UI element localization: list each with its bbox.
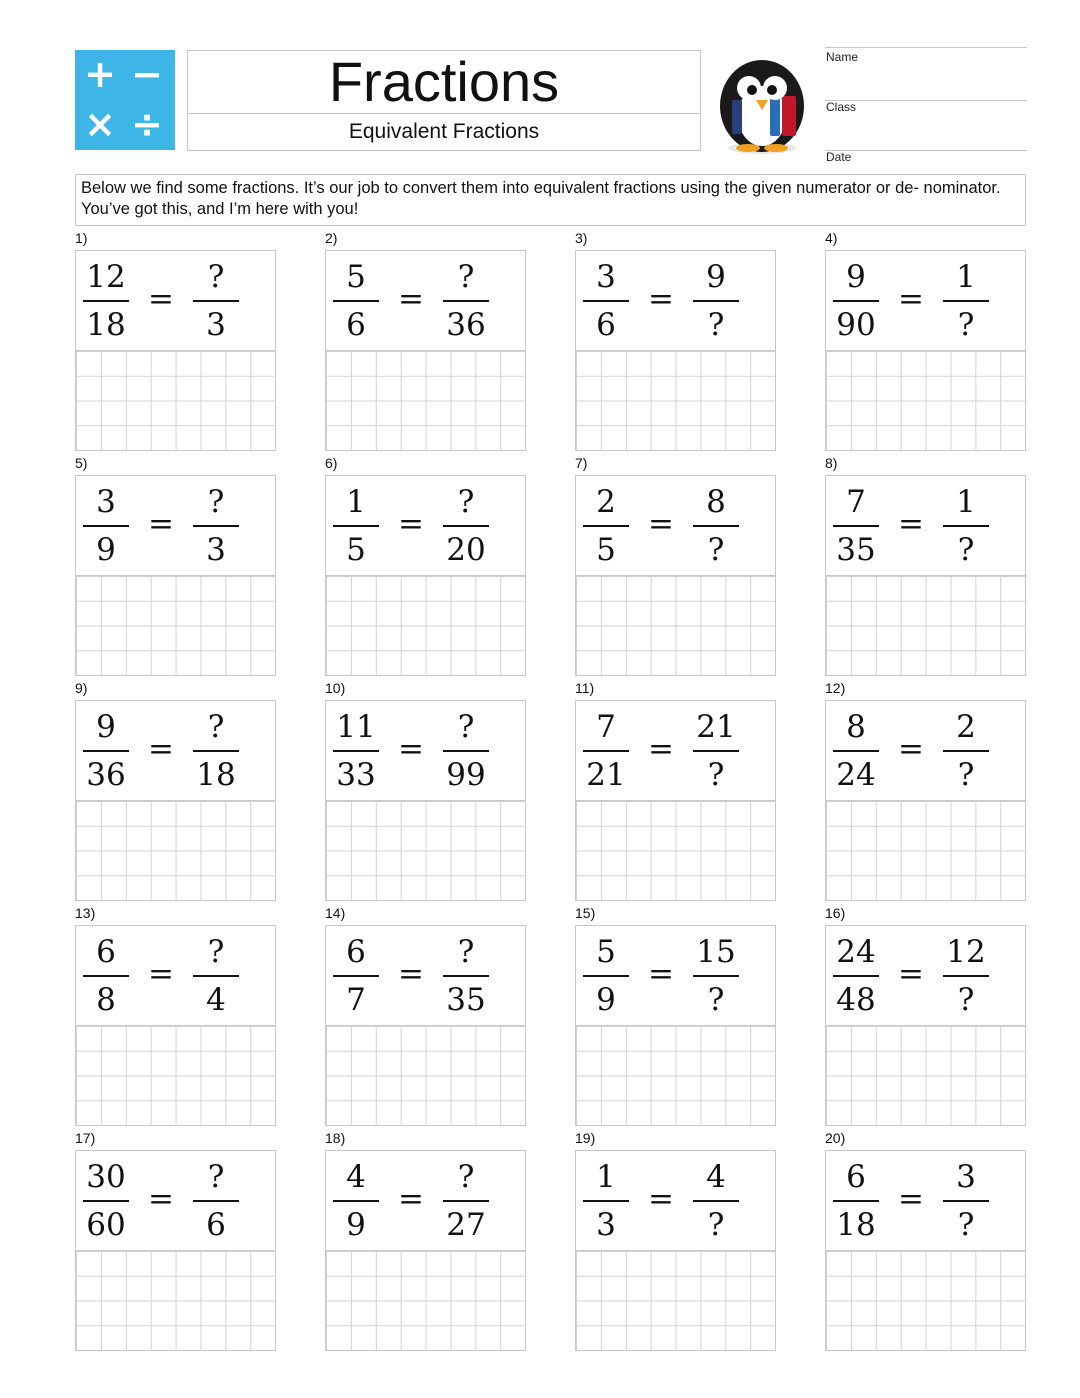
- target-fraction: [436, 482, 496, 570]
- page-title: Fractions: [328, 50, 560, 113]
- equals-sign: =: [148, 1181, 174, 1217]
- given-fraction: [826, 1157, 886, 1245]
- numerator: 2: [956, 709, 976, 745]
- numerator: ?: [207, 934, 225, 970]
- given-fraction: [76, 932, 136, 1020]
- denominator: 36: [86, 757, 126, 793]
- problem-number: 2): [325, 230, 338, 246]
- given-fraction: [826, 482, 886, 570]
- numerator: 9: [96, 709, 116, 745]
- fraction-bar: [943, 750, 989, 752]
- fraction-bar: [943, 525, 989, 527]
- denominator: ?: [957, 982, 975, 1018]
- equals-sign: =: [148, 731, 174, 767]
- name-label: Name: [826, 50, 859, 64]
- work-grid[interactable]: [326, 1251, 525, 1350]
- denominator: 21: [586, 757, 626, 793]
- work-grid[interactable]: [576, 801, 775, 900]
- work-grid[interactable]: [826, 351, 1025, 450]
- problem-number: 9): [75, 680, 88, 696]
- target-fraction: [686, 932, 746, 1020]
- given-fraction: [76, 482, 136, 570]
- target-fraction: [436, 1157, 496, 1245]
- fraction-equation: [576, 701, 775, 801]
- denominator: ?: [957, 307, 975, 343]
- denominator: 27: [446, 1207, 486, 1243]
- fraction-equation: [576, 1151, 775, 1251]
- work-grid[interactable]: [826, 801, 1025, 900]
- numerator: 7: [846, 484, 866, 520]
- fraction-bar: [693, 525, 739, 527]
- fraction-bar: [333, 975, 379, 977]
- target-fraction: [936, 257, 996, 345]
- problem-number: 17): [75, 1130, 96, 1146]
- given-fraction: [576, 932, 636, 1020]
- fraction-bar: [193, 750, 239, 752]
- fraction-bar: [943, 1200, 989, 1202]
- equals-sign: =: [398, 281, 424, 317]
- target-fraction: [186, 482, 246, 570]
- fraction-bar: [943, 975, 989, 977]
- fraction-equation: [76, 251, 275, 351]
- equals-sign: =: [398, 956, 424, 992]
- denominator: 35: [446, 982, 486, 1018]
- fraction-bar: [833, 525, 879, 527]
- numerator: ?: [457, 709, 475, 745]
- problem-box: [325, 250, 526, 451]
- target-fraction: [186, 257, 246, 345]
- equals-sign: =: [648, 731, 674, 767]
- problem-box: [75, 475, 276, 676]
- work-grid[interactable]: [326, 351, 525, 450]
- page-subtitle: Equivalent Fractions: [348, 120, 540, 143]
- problem-box: [575, 700, 776, 901]
- denominator: 33: [336, 757, 376, 793]
- equals-sign: =: [398, 731, 424, 767]
- divide-icon: ÷: [131, 102, 163, 146]
- equals-sign: =: [648, 281, 674, 317]
- numerator: 12: [86, 259, 126, 295]
- minus-icon: −: [131, 52, 163, 96]
- fraction-bar: [583, 975, 629, 977]
- fraction-bar: [193, 525, 239, 527]
- denominator: 6: [596, 307, 616, 343]
- numerator: ?: [457, 259, 475, 295]
- denominator: 6: [346, 307, 366, 343]
- given-fraction: [326, 482, 386, 570]
- target-fraction: [686, 482, 746, 570]
- work-grid[interactable]: [326, 1026, 525, 1125]
- fraction-bar: [193, 300, 239, 302]
- given-fraction: [826, 932, 886, 1020]
- fraction-equation: [826, 476, 1025, 576]
- denominator: ?: [957, 532, 975, 568]
- work-grid[interactable]: [576, 576, 775, 675]
- denominator: 9: [346, 1207, 366, 1243]
- numerator: 3: [596, 259, 616, 295]
- class-field[interactable]: [825, 100, 1027, 151]
- equals-sign: =: [898, 956, 924, 992]
- numerator: 1: [956, 484, 976, 520]
- target-fraction: [186, 1157, 246, 1245]
- fraction-bar: [833, 750, 879, 752]
- work-grid[interactable]: [826, 1026, 1025, 1125]
- given-fraction: [326, 257, 386, 345]
- numerator: 1: [956, 259, 976, 295]
- fraction-bar: [943, 300, 989, 302]
- fraction-bar: [693, 750, 739, 752]
- denominator: 99: [446, 757, 486, 793]
- numerator: 24: [836, 934, 876, 970]
- fraction-bar: [83, 975, 129, 977]
- fraction-equation: [76, 926, 275, 1026]
- numerator: 1: [346, 484, 366, 520]
- problem-number: 4): [825, 230, 838, 246]
- numerator: 8: [706, 484, 726, 520]
- denominator: 60: [86, 1207, 126, 1243]
- equals-sign: =: [398, 506, 424, 542]
- numerator: 9: [846, 259, 866, 295]
- fraction-bar: [83, 525, 129, 527]
- denominator: 5: [596, 532, 616, 568]
- fraction-bar: [443, 300, 489, 302]
- problem-box: [75, 925, 276, 1126]
- problem-box: [325, 475, 526, 676]
- work-grid[interactable]: [76, 351, 275, 450]
- denominator: 7: [346, 982, 366, 1018]
- numerator: 11: [336, 709, 376, 745]
- problem-number: 20): [825, 1130, 846, 1146]
- numerator: 21: [696, 709, 736, 745]
- numerator: 3: [956, 1159, 976, 1195]
- numerator: 3: [96, 484, 116, 520]
- denominator: ?: [707, 982, 725, 1018]
- given-fraction: [76, 257, 136, 345]
- numerator: 5: [346, 259, 366, 295]
- fraction-equation: [326, 926, 525, 1026]
- numerator: 6: [846, 1159, 866, 1195]
- equals-sign: =: [148, 506, 174, 542]
- numerator: 1: [596, 1159, 616, 1195]
- plus-icon: +: [84, 52, 116, 96]
- math-operations-logo: [75, 50, 175, 150]
- equals-sign: =: [648, 506, 674, 542]
- target-fraction: [936, 1157, 996, 1245]
- target-fraction: [686, 257, 746, 345]
- target-fraction: [936, 482, 996, 570]
- numerator: 15: [696, 934, 736, 970]
- denominator: 3: [206, 532, 226, 568]
- fraction-bar: [83, 300, 129, 302]
- numerator: ?: [457, 1159, 475, 1195]
- equals-sign: =: [398, 1181, 424, 1217]
- problem-box: [825, 925, 1026, 1126]
- denominator: 8: [96, 982, 116, 1018]
- problem-box: [575, 925, 776, 1126]
- denominator: 18: [836, 1207, 876, 1243]
- fraction-bar: [193, 975, 239, 977]
- target-fraction: [436, 707, 496, 795]
- header-top-line: [825, 47, 1027, 49]
- denominator: 18: [196, 757, 236, 793]
- penguin-mascot-icon: [712, 48, 812, 156]
- fraction-bar: [833, 1200, 879, 1202]
- fraction-equation: [76, 1151, 275, 1251]
- fraction-bar: [833, 975, 879, 977]
- equals-sign: =: [898, 1181, 924, 1217]
- title-divider: [188, 113, 700, 114]
- instructions-text: Below we find some fractions. It’s our job to convert them into equivalent fractions using the given numerator or de- nominator. You’ve got this, and I’m here with you!: [75, 174, 1026, 226]
- target-fraction: [186, 932, 246, 1020]
- fraction-equation: [326, 701, 525, 801]
- fraction-bar: [583, 300, 629, 302]
- equals-sign: =: [898, 506, 924, 542]
- problem-number: 3): [575, 230, 588, 246]
- numerator: 8: [846, 709, 866, 745]
- numerator: 6: [346, 934, 366, 970]
- fraction-equation: [326, 1151, 525, 1251]
- work-grid[interactable]: [826, 1251, 1025, 1350]
- class-label: Class: [826, 100, 857, 114]
- title-box: [187, 50, 701, 151]
- denominator: 6: [206, 1207, 226, 1243]
- numerator: 4: [346, 1159, 366, 1195]
- fraction-equation: [826, 1151, 1025, 1251]
- numerator: ?: [457, 484, 475, 520]
- fraction-bar: [83, 1200, 129, 1202]
- given-fraction: [326, 1157, 386, 1245]
- problem-number: 10): [325, 680, 346, 696]
- problem-number: 11): [575, 680, 595, 696]
- given-fraction: [76, 1157, 136, 1245]
- fraction-equation: [576, 476, 775, 576]
- fraction-bar: [333, 300, 379, 302]
- problem-box: [325, 1150, 526, 1351]
- given-fraction: [326, 707, 386, 795]
- denominator: ?: [707, 307, 725, 343]
- denominator: 20: [446, 532, 486, 568]
- target-fraction: [686, 1157, 746, 1245]
- numerator: ?: [207, 484, 225, 520]
- numerator: 30: [86, 1159, 126, 1195]
- denominator: 9: [96, 532, 116, 568]
- problem-box: [825, 250, 1026, 451]
- fraction-bar: [583, 525, 629, 527]
- work-grid[interactable]: [76, 576, 275, 675]
- problem-number: 13): [75, 905, 96, 921]
- numerator: 7: [596, 709, 616, 745]
- fraction-equation: [826, 251, 1025, 351]
- work-grid[interactable]: [76, 1026, 275, 1125]
- fraction-bar: [443, 750, 489, 752]
- numerator: ?: [207, 709, 225, 745]
- fraction-equation: [576, 926, 775, 1026]
- denominator: 48: [836, 982, 876, 1018]
- fraction-bar: [583, 750, 629, 752]
- work-grid[interactable]: [326, 576, 525, 675]
- numerator: ?: [207, 259, 225, 295]
- numerator: 2: [596, 484, 616, 520]
- denominator: ?: [957, 757, 975, 793]
- work-grid[interactable]: [76, 801, 275, 900]
- problem-number: 7): [575, 455, 588, 471]
- fraction-bar: [583, 1200, 629, 1202]
- problem-number: 8): [825, 455, 838, 471]
- given-fraction: [326, 932, 386, 1020]
- date-label: Date: [826, 150, 852, 164]
- problem-number: 5): [75, 455, 88, 471]
- denominator: 90: [836, 307, 876, 343]
- denominator: 3: [206, 307, 226, 343]
- problem-box: [325, 700, 526, 901]
- numerator: ?: [207, 1159, 225, 1195]
- numerator: 12: [946, 934, 986, 970]
- fraction-bar: [443, 975, 489, 977]
- problem-box: [75, 250, 276, 451]
- problem-number: 15): [575, 905, 596, 921]
- problem-number: 6): [325, 455, 338, 471]
- equals-sign: =: [148, 281, 174, 317]
- multiply-icon: ×: [84, 102, 116, 146]
- fraction-bar: [333, 1200, 379, 1202]
- denominator: ?: [707, 757, 725, 793]
- denominator: ?: [707, 532, 725, 568]
- target-fraction: [436, 932, 496, 1020]
- problem-box: [575, 475, 776, 676]
- target-fraction: [186, 707, 246, 795]
- target-fraction: [936, 932, 996, 1020]
- given-fraction: [76, 707, 136, 795]
- fraction-bar: [443, 1200, 489, 1202]
- target-fraction: [686, 707, 746, 795]
- numerator: 9: [706, 259, 726, 295]
- equals-sign: =: [648, 1181, 674, 1217]
- fraction-bar: [833, 300, 879, 302]
- denominator: 35: [836, 532, 876, 568]
- given-fraction: [576, 257, 636, 345]
- fraction-equation: [326, 476, 525, 576]
- problem-box: [825, 700, 1026, 901]
- target-fraction: [936, 707, 996, 795]
- denominator: 3: [596, 1207, 616, 1243]
- numerator: 5: [596, 934, 616, 970]
- problem-box: [825, 475, 1026, 676]
- given-fraction: [826, 257, 886, 345]
- denominator: 9: [596, 982, 616, 1018]
- work-grid[interactable]: [826, 576, 1025, 675]
- denominator: ?: [707, 1207, 725, 1243]
- denominator: 24: [836, 757, 876, 793]
- given-fraction: [826, 707, 886, 795]
- denominator: 5: [346, 532, 366, 568]
- equals-sign: =: [898, 281, 924, 317]
- fraction-bar: [693, 1200, 739, 1202]
- fraction-equation: [576, 251, 775, 351]
- fraction-equation: [326, 251, 525, 351]
- problem-number: 12): [825, 680, 846, 696]
- work-grid[interactable]: [76, 1251, 275, 1350]
- problem-number: 16): [825, 905, 846, 921]
- fraction-bar: [693, 300, 739, 302]
- given-fraction: [576, 707, 636, 795]
- fraction-bar: [693, 975, 739, 977]
- problem-number: 19): [575, 1130, 596, 1146]
- problem-number: 14): [325, 905, 346, 921]
- numerator: ?: [457, 934, 475, 970]
- fraction-equation: [826, 701, 1025, 801]
- problem-box: [575, 250, 776, 451]
- work-grid[interactable]: [326, 801, 525, 900]
- fraction-equation: [76, 476, 275, 576]
- problem-number: 18): [325, 1130, 346, 1146]
- equals-sign: =: [648, 956, 674, 992]
- numerator: 6: [96, 934, 116, 970]
- fraction-equation: [826, 926, 1025, 1026]
- problem-box: [825, 1150, 1026, 1351]
- given-fraction: [576, 482, 636, 570]
- problem-number: 1): [75, 230, 88, 246]
- given-fraction: [576, 1157, 636, 1245]
- fraction-bar: [333, 525, 379, 527]
- problem-box: [75, 1150, 276, 1351]
- target-fraction: [436, 257, 496, 345]
- work-grid[interactable]: [576, 1251, 775, 1350]
- numerator: 4: [706, 1159, 726, 1195]
- fraction-bar: [333, 750, 379, 752]
- denominator: ?: [957, 1207, 975, 1243]
- equals-sign: =: [898, 731, 924, 767]
- equals-sign: =: [148, 956, 174, 992]
- fraction-bar: [443, 525, 489, 527]
- name-field[interactable]: [825, 50, 1027, 101]
- fraction-bar: [83, 750, 129, 752]
- problem-box: [75, 700, 276, 901]
- denominator: 4: [206, 982, 226, 1018]
- problem-box: [575, 1150, 776, 1351]
- fraction-equation: [76, 701, 275, 801]
- problem-box: [325, 925, 526, 1126]
- fraction-bar: [193, 1200, 239, 1202]
- work-grid[interactable]: [576, 1026, 775, 1125]
- denominator: 36: [446, 307, 486, 343]
- denominator: 18: [86, 307, 126, 343]
- work-grid[interactable]: [576, 351, 775, 450]
